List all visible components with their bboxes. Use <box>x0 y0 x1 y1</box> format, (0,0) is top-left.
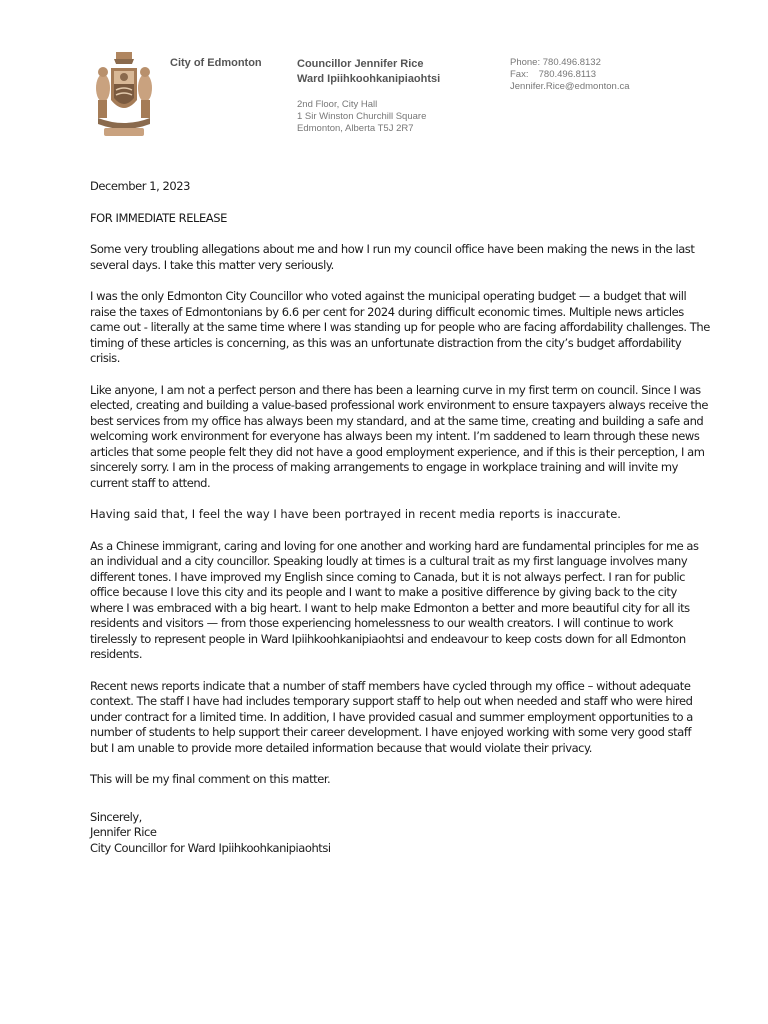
fax-label: Fax: <box>510 69 529 80</box>
release-notice: FOR IMMEDIATE RELEASE <box>90 210 227 225</box>
paragraph: Some very troubling allegations about me and how I run my council office have been making the news in the last several days. I take this matter very seriously. <box>90 242 695 272</box>
contact-info <box>510 57 630 93</box>
phone-row <box>510 57 630 69</box>
closing: Sincerely, <box>90 809 142 824</box>
paragraph: Having said that, I feel the way I have been portrayed in recent media reports is inaccurate. <box>90 507 621 521</box>
mailing-address <box>297 99 426 135</box>
phone-number: 780.496.8132 <box>542 57 601 68</box>
address-line: Edmonton, Alberta T5J 2R7 <box>297 123 414 134</box>
address-line: 1 Sir Winston Churchill Square <box>297 111 427 122</box>
city-crest-icon <box>92 50 156 140</box>
address-line: 2nd Floor, City Hall <box>297 99 378 110</box>
letter-date: December 1, 2023 <box>90 179 190 193</box>
letter-body <box>90 179 710 856</box>
councillor-name: Councillor Jennifer Rice <box>297 58 424 70</box>
fax-number: 780.496.8113 <box>538 69 597 80</box>
signer-name: Jennifer Rice <box>90 825 157 839</box>
signoff-block <box>90 810 710 857</box>
signer-title: City Councillor for Ward Ipiihkoohkanipiaohtsi <box>90 840 331 855</box>
paragraph: Like anyone, I am not a perfect person and there has been a learning curve in my first term on council. Since I was elected, creating and building a value-based professional work environment to ensure taxpayers always receive the best services from my office has always been my standard, and at the same time, creating and building a safe and welcoming work environment for everyone has always been my intent. I’m saddened to learn through these news articles that some people felt they did not have a good employment experience, and if this is their perception, I am sincerely sorry. I am in the process of making arrangements to engage in workplace training and will invite my current staff to attend. <box>90 382 708 490</box>
fax-row <box>510 69 630 81</box>
councillor-block <box>297 57 440 87</box>
ward-name: Ward Ipiihkoohkanipiaohtsi <box>297 73 441 85</box>
email-address[interactable]: Jennifer.Rice@edmonton.ca <box>510 81 630 92</box>
paragraph: I was the only Edmonton City Councillor who voted against the municipal operating budget — a budget that will raise the taxes of Edmontonians by 6.6 per cent for 2024 during difficult economic times. Multiple news articles came out - literally at the same time where I was standing up for people who are facing affordability challenges. The timing of these articles is concerning, as this was an unfortunate distraction from the city’s budget affordability crisis. <box>90 289 710 365</box>
paragraph: This will be my final comment on this matter. <box>90 772 331 786</box>
city-name: City of Edmonton <box>170 57 262 69</box>
paragraph: Recent news reports indicate that a number of staff members have cycled through my office – without adequate context. The staff I have had includes temporary support staff to help out when needed and staff who were hired under contract for a limited time. In addition, I have provided casual and summer employment opportunities to a number of students to help support their career development. I have enjoyed working with some very good staff but I am unable to provide more detailed information because that would violate their privacy. <box>90 678 693 755</box>
paragraph: As a Chinese immigrant, caring and loving for one another and working hard are fundamental principles for me as an individual and a city councillor. Speaking loudly at times is a cultural trait as my first language involves many different tones. I have improved my English since coming to Canada, but it is not always perfect. I ran for public office because I love this city and its people and I want to make a positive difference by giving back to the city where I was embraced with a big heart. I want to help make Edmonton a better and more beautiful city for all its residents and visitors — from those experiencing homelessness to our wealth creators. I will continue to work tirelessly to represent people in Ward Ipiihkoohkanipiaohtsi and endeavour to keep costs down for all Edmonton residents. <box>90 538 699 661</box>
phone-label: Phone: <box>510 57 541 68</box>
